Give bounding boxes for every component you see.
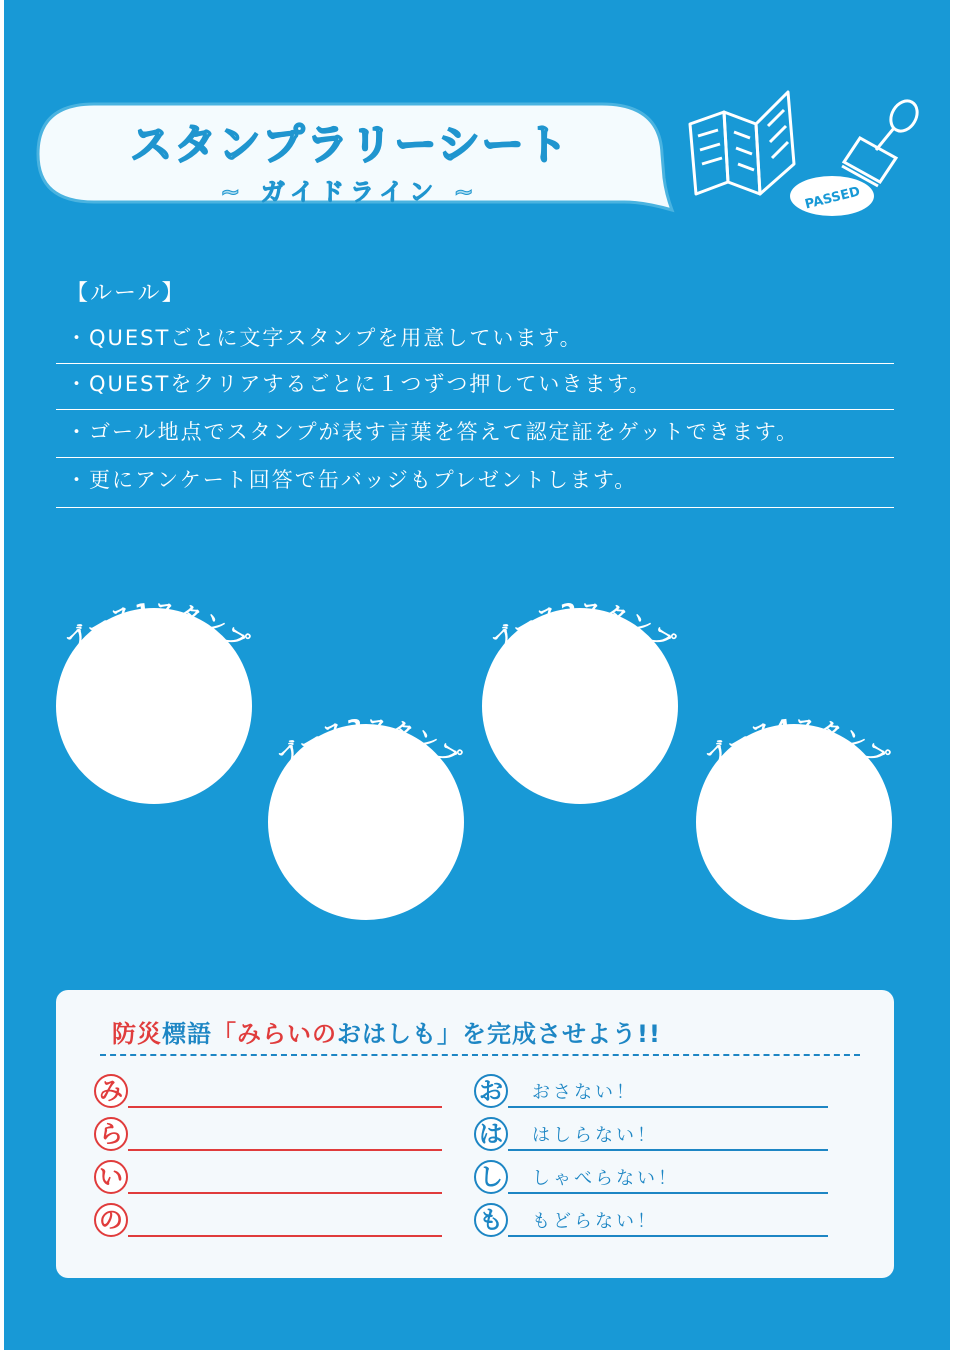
slogan-panel — [56, 990, 894, 1278]
ohashimo-phrase: おさない！ — [532, 1082, 637, 1103]
answer-line[interactable] — [128, 1106, 442, 1108]
ohashimo-phrase: もどらない！ — [532, 1211, 658, 1232]
page-title: スタンプラリーシート — [130, 120, 570, 169]
svg-text:ブース2スタンプ: ブース2スタンプ — [487, 598, 679, 657]
stamp-rally-sheet — [4, 0, 950, 1350]
mirai-char: ら — [94, 1117, 128, 1151]
svg-text:PASSED: PASSED — [803, 184, 862, 213]
ohashimo-char: お — [474, 1074, 508, 1108]
rule-item: ・更にアンケート回答で缶バッジもプレゼントします。 — [56, 460, 894, 508]
slogan-title — [112, 1014, 661, 1049]
rules-heading: 【ルール】 — [66, 281, 186, 306]
ohashimo-char: し — [474, 1160, 508, 1194]
ohashimo-char: も — [474, 1203, 508, 1237]
underline — [508, 1106, 828, 1108]
title-part: 標語 — [162, 1020, 212, 1048]
booth-2-label — [430, 556, 730, 676]
ohashimo-phrase: しゃべらない！ — [532, 1168, 679, 1189]
rule-item: ・ゴール地点でスタンプが表す言葉を答えて認定証をゲットできます。 — [56, 412, 894, 458]
booth-4-label — [644, 672, 944, 792]
underline — [508, 1192, 828, 1194]
mirai-char: み — [94, 1074, 128, 1108]
svg-text:ブース1スタンプ: ブース1スタンプ — [61, 598, 253, 657]
title-part: 「 — [212, 1020, 237, 1048]
ohashimo-char: は — [474, 1117, 508, 1151]
title-part: 防災 — [112, 1020, 162, 1048]
title-part: 」を完成させよう!! — [437, 1020, 661, 1048]
passed-stamp-mark — [790, 176, 874, 216]
answer-line[interactable] — [128, 1192, 442, 1194]
map-icon — [690, 92, 794, 194]
booth-3-label — [216, 672, 516, 792]
mirai-char: い — [94, 1160, 128, 1194]
rule-item: ・QUESTごとに文字スタンプを用意しています。 — [56, 318, 894, 364]
page-subtitle: ~ ガイドライン ~ — [220, 178, 480, 206]
ohashimo-phrase: はしらない！ — [532, 1125, 658, 1146]
answer-line[interactable] — [128, 1149, 442, 1151]
dashed-divider — [100, 1054, 860, 1056]
rubber-stamp-icon — [842, 96, 922, 186]
mirai-char: の — [94, 1203, 128, 1237]
svg-text:ブース3スタンプ: ブース3スタンプ — [273, 714, 465, 773]
svg-text:ブース4スタンプ: ブース4スタンプ — [701, 714, 893, 773]
booth-1-label — [4, 556, 304, 676]
map-and-stamp-illustration — [684, 78, 934, 228]
underline — [508, 1149, 828, 1151]
rule-item: ・QUESTをクリアするごとに１つずつ押していきます。 — [56, 364, 894, 410]
underline — [508, 1235, 828, 1237]
title-part: みらいの — [237, 1020, 337, 1048]
title-part: おはしも — [337, 1020, 437, 1048]
answer-line[interactable] — [128, 1235, 442, 1237]
